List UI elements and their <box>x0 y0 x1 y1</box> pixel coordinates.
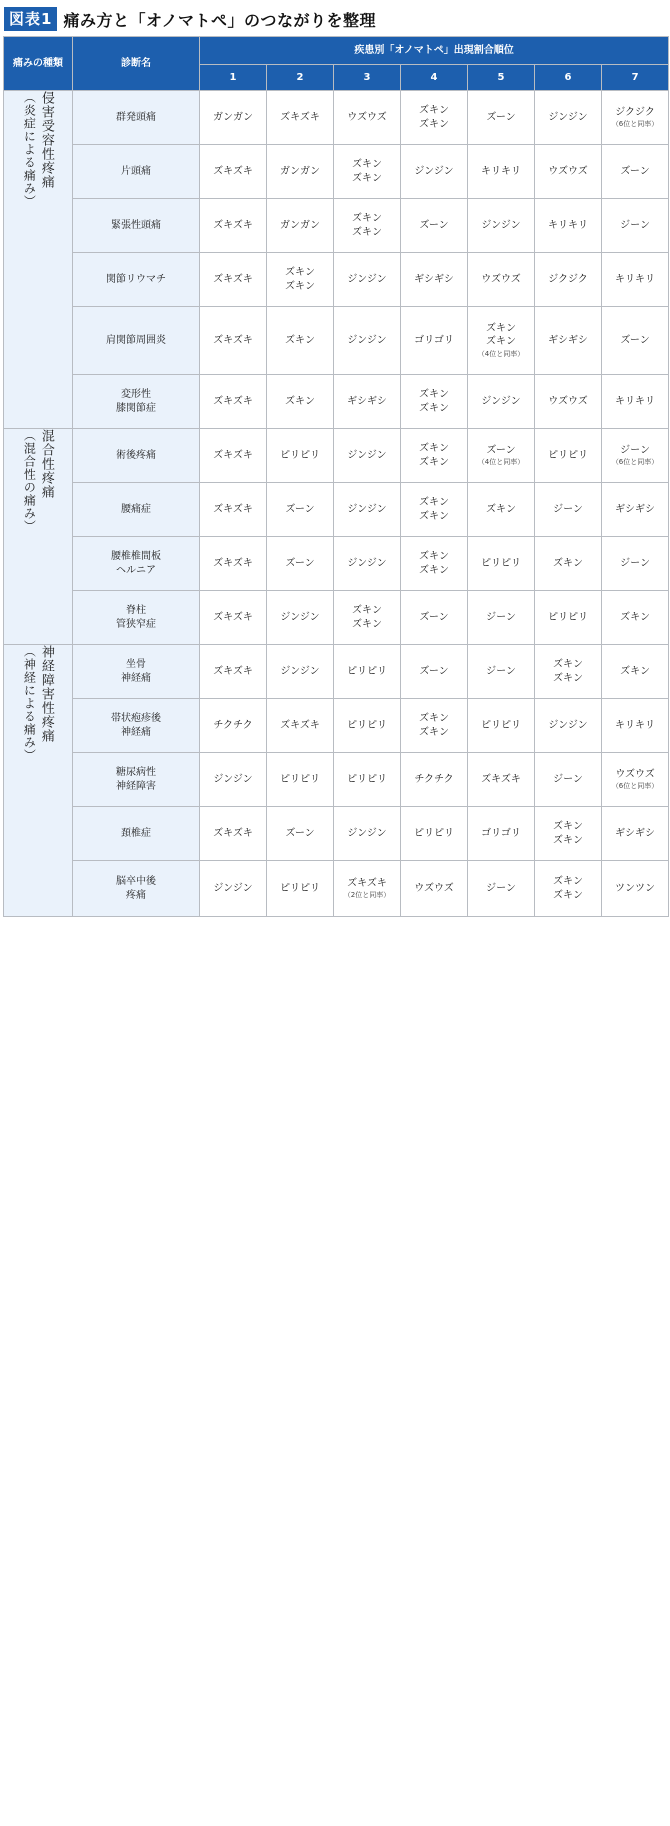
onomatopoeia-cell-rank-7 <box>602 253 669 307</box>
tie-note: （6位と同率） <box>611 120 659 129</box>
onomatopoeia-text: ゴリゴリ <box>481 827 521 839</box>
onomatopoeia-cell-rank-6 <box>535 429 602 483</box>
onomatopoeia-text: ズキズキ <box>213 611 253 623</box>
onomatopoeia-cell-rank-4 <box>401 483 468 537</box>
onomatopoeia-cell-rank-3 <box>334 253 401 307</box>
onomatopoeia-cell-rank-6 <box>535 375 602 429</box>
onomatopoeia-text: ジンジン <box>280 665 320 677</box>
onomatopoeia-text: ズーン <box>285 557 315 569</box>
onomatopoeia-cell-rank-1 <box>200 199 267 253</box>
onomatopoeia-text: ズキズキ <box>280 111 320 123</box>
onomatopoeia-text: キリキリ <box>615 273 656 285</box>
pain-type-sub: （混合性の痛み） <box>22 429 37 533</box>
pain-type-sub: （神経による痛み） <box>22 645 37 762</box>
onomatopoeia-text: ギシギシ <box>615 503 655 515</box>
onomatopoeia-cell-rank-3 <box>334 307 401 375</box>
onomatopoeia-text: ジンジン <box>548 111 588 123</box>
onomatopoeia-text: ギシギシ <box>414 273 454 285</box>
onomatopoeia-cell-rank-2 <box>267 699 334 753</box>
onomatopoeia-text: ツンツン <box>615 882 656 894</box>
onomatopoeia-text: ピリピリ <box>414 827 454 839</box>
table-row <box>4 645 669 699</box>
onomatopoeia-cell-rank-6 <box>535 645 602 699</box>
onomatopoeia-cell-rank-4 <box>401 861 468 917</box>
onomatopoeia-text: ズキズキ <box>213 219 253 231</box>
onomatopoeia-cell-rank-2 <box>267 91 334 145</box>
onomatopoeia-cell-rank-6 <box>535 753 602 807</box>
onomatopoeia-text: ギシギシ <box>347 395 387 407</box>
onomatopoeia-cell-rank-7 <box>602 307 669 375</box>
onomatopoeia-text: ピリピリ <box>280 882 320 894</box>
onomatopoeia-cell-rank-7 <box>602 591 669 645</box>
onomatopoeia-text: ズーン <box>486 444 516 456</box>
onomatopoeia-cell-rank-4 <box>401 375 468 429</box>
onomatopoeia-text: ジクジク <box>548 273 588 285</box>
onomatopoeia-cell-rank-4 <box>401 199 468 253</box>
onomatopoeia-cell-rank-1 <box>200 699 267 753</box>
onomatopoeia-cell-rank-5 <box>468 483 535 537</box>
onomatopoeia-text: ジーン <box>620 444 650 456</box>
pain-type-label <box>21 91 55 428</box>
onomatopoeia-text: ズキン <box>285 395 315 407</box>
onomatopoeia-cell-rank-1 <box>200 253 267 307</box>
onomatopoeia-cell-rank-1 <box>200 307 267 375</box>
diagnosis-cell: 脊柱 管狭窄症 <box>73 591 200 645</box>
tie-note: （6位と同率） <box>611 782 659 791</box>
onomatopoeia-text: チクチク <box>414 773 454 785</box>
onomatopoeia-text: ズキン ズキン <box>419 713 449 738</box>
onomatopoeia-cell-rank-4 <box>401 145 468 199</box>
table-row <box>4 483 669 537</box>
rank-header-3: 3 <box>334 65 401 91</box>
onomatopoeia-cell-rank-7 <box>602 807 669 861</box>
onomatopoeia-text: ジクジク <box>615 106 655 118</box>
pain-type-main: 混合性疼痛 <box>38 429 54 499</box>
onomatopoeia-cell-rank-6 <box>535 699 602 753</box>
onomatopoeia-cell-rank-5 <box>468 807 535 861</box>
onomatopoeia-cell-rank-3 <box>334 199 401 253</box>
onomatopoeia-cell-rank-5 <box>468 861 535 917</box>
rank-header-6: 6 <box>535 65 602 91</box>
table-row <box>4 145 669 199</box>
onomatopoeia-text: ジンジン <box>347 334 387 346</box>
onomatopoeia-cell-rank-1 <box>200 537 267 591</box>
diagnosis-cell: 脳卒中後 疼痛 <box>73 861 200 917</box>
onomatopoeia-cell-rank-3 <box>334 807 401 861</box>
table-row <box>4 699 669 753</box>
onomatopoeia-text: ウズウズ <box>481 273 521 285</box>
onomatopoeia-text: ズキン ズキン <box>553 821 583 846</box>
pain-type-cell <box>4 429 73 645</box>
onomatopoeia-text: ズキズキ <box>347 877 387 889</box>
onomatopoeia-cell-rank-7 <box>602 145 669 199</box>
onomatopoeia-text: ズキン ズキン <box>553 876 583 901</box>
onomatopoeia-text: ズキン ズキン <box>285 267 315 292</box>
table-row <box>4 807 669 861</box>
onomatopoeia-cell-rank-5 <box>468 307 535 375</box>
onomatopoeia-cell-rank-2 <box>267 429 334 483</box>
onomatopoeia-text: ピリピリ <box>481 719 521 731</box>
onomatopoeia-cell-rank-3 <box>334 429 401 483</box>
table-row <box>4 375 669 429</box>
onomatopoeia-text: ズキン <box>620 665 650 677</box>
onomatopoeia-text: ウズウズ <box>615 768 655 780</box>
onomatopoeia-cell-rank-3 <box>334 699 401 753</box>
onomatopoeia-cell-rank-5 <box>468 253 535 307</box>
diagnosis-cell: 関節リウマチ <box>73 253 200 307</box>
onomatopoeia-text: ズキン ズキン <box>352 159 382 184</box>
onomatopoeia-text: ピリピリ <box>280 449 320 461</box>
onomatopoeia-cell-rank-7 <box>602 375 669 429</box>
rank-header-7: 7 <box>602 65 669 91</box>
onomatopoeia-cell-rank-4 <box>401 429 468 483</box>
onomatopoeia-cell-rank-1 <box>200 645 267 699</box>
onomatopoeia-text: ジンジン <box>347 273 387 285</box>
onomatopoeia-text: ズキン ズキン <box>352 605 382 630</box>
onomatopoeia-cell-rank-3 <box>334 537 401 591</box>
onomatopoeia-cell-rank-5 <box>468 429 535 483</box>
onomatopoeia-text: ジンジン <box>347 449 387 461</box>
onomatopoeia-text: ズーン <box>285 503 315 515</box>
onomatopoeia-cell-rank-2 <box>267 753 334 807</box>
onomatopoeia-text: ズーン <box>419 611 449 623</box>
onomatopoeia-text: ジンジン <box>280 611 320 623</box>
rank-header-5: 5 <box>468 65 535 91</box>
diagnosis-cell: 片頭痛 <box>73 145 200 199</box>
onomatopoeia-cell-rank-5 <box>468 199 535 253</box>
onomatopoeia-text: ズキン ズキン <box>486 322 516 348</box>
onomatopoeia-cell-rank-2 <box>267 375 334 429</box>
tie-note: （4位と同率） <box>477 349 525 358</box>
onomatopoeia-cell-rank-5 <box>468 699 535 753</box>
onomatopoeia-cell-rank-1 <box>200 483 267 537</box>
onomatopoeia-text: ジンジン <box>347 827 387 839</box>
onomatopoeia-cell-rank-4 <box>401 307 468 375</box>
onomatopoeia-cell-rank-5 <box>468 537 535 591</box>
onomatopoeia-text: ガンガン <box>280 219 320 231</box>
tie-note: （6位と同率） <box>611 458 659 467</box>
onomatopoeia-cell-rank-6 <box>535 861 602 917</box>
onomatopoeia-text: ズキン <box>285 334 315 346</box>
onomatopoeia-text: ズキズキ <box>213 827 253 839</box>
onomatopoeia-text: キリキリ <box>615 719 656 731</box>
onomatopoeia-text: ウズウズ <box>414 882 454 894</box>
onomatopoeia-cell-rank-7 <box>602 483 669 537</box>
pain-type-cell <box>4 645 73 917</box>
onomatopoeia-cell-rank-7 <box>602 429 669 483</box>
onomatopoeia-text: ズキズキ <box>213 334 253 346</box>
onomatopoeia-cell-rank-6 <box>535 145 602 199</box>
onomatopoeia-cell-rank-5 <box>468 591 535 645</box>
onomatopoeia-cell-rank-5 <box>468 91 535 145</box>
onomatopoeia-text: ズキン ズキン <box>553 659 583 684</box>
onomatopoeia-cell-rank-3 <box>334 91 401 145</box>
table-row <box>4 91 669 145</box>
ranking-group-header: 疾患別「オノマトペ」出現割合順位 <box>200 37 669 65</box>
onomatopoeia-cell-rank-3 <box>334 861 401 917</box>
onomatopoeia-cell-rank-4 <box>401 699 468 753</box>
diagnosis-cell: 腰痛症 <box>73 483 200 537</box>
onomatopoeia-cell-rank-5 <box>468 145 535 199</box>
tie-note: （4位と同率） <box>477 458 525 467</box>
onomatopoeia-cell-rank-1 <box>200 91 267 145</box>
onomatopoeia-cell-rank-5 <box>468 753 535 807</box>
onomatopoeia-text: ズキズキ <box>213 503 253 515</box>
onomatopoeia-text: ズキン ズキン <box>352 213 382 238</box>
table-row <box>4 861 669 917</box>
onomatopoeia-text: ジンジン <box>347 557 387 569</box>
onomatopoeia-cell-rank-6 <box>535 199 602 253</box>
diagnosis-cell: 坐骨 神経痛 <box>73 645 200 699</box>
diagnosis-cell: 肩関節周囲炎 <box>73 307 200 375</box>
onomatopoeia-text: チクチク <box>213 719 253 731</box>
onomatopoeia-cell-rank-4 <box>401 591 468 645</box>
onomatopoeia-cell-rank-1 <box>200 807 267 861</box>
onomatopoeia-cell-rank-1 <box>200 861 267 917</box>
onomatopoeia-text: ウズウズ <box>347 111 387 123</box>
table-row <box>4 429 669 483</box>
onomatopoeia-cell-rank-7 <box>602 861 669 917</box>
onomatopoeia-cell-rank-3 <box>334 753 401 807</box>
onomatopoeia-cell-rank-4 <box>401 645 468 699</box>
onomatopoeia-cell-rank-4 <box>401 537 468 591</box>
table-row <box>4 591 669 645</box>
onomatopoeia-text: ウズウズ <box>548 395 588 407</box>
table-row <box>4 537 669 591</box>
onomatopoeia-cell-rank-6 <box>535 91 602 145</box>
onomatopoeia-text: ズキズキ <box>280 719 320 731</box>
onomatopoeia-text: キリキリ <box>615 395 656 407</box>
onomatopoeia-text: ピリピリ <box>548 449 588 461</box>
onomatopoeia-text: ジンジン <box>213 882 253 894</box>
diagnosis-cell: 糖尿病性 神経障害 <box>73 753 200 807</box>
diagnosis-cell: 術後疼痛 <box>73 429 200 483</box>
table-body <box>4 91 669 917</box>
figure-badge: 図表1 <box>4 7 57 31</box>
onomatopoeia-text: ジンジン <box>414 165 454 177</box>
diagnosis-cell: 緊張性頭痛 <box>73 199 200 253</box>
onomatopoeia-text: ズーン <box>486 111 516 123</box>
onomatopoeia-cell-rank-2 <box>267 199 334 253</box>
onomatopoeia-cell-rank-4 <box>401 807 468 861</box>
onomatopoeia-text: ジーン <box>553 773 583 785</box>
onomatopoeia-cell-rank-6 <box>535 483 602 537</box>
onomatopoeia-text: ズキン <box>620 611 650 623</box>
onomatopoeia-text: ギシギシ <box>548 334 588 346</box>
onomatopoeia-text: ギシギシ <box>615 827 655 839</box>
onomatopoeia-cell-rank-2 <box>267 145 334 199</box>
onomatopoeia-cell-rank-3 <box>334 375 401 429</box>
onomatopoeia-cell-rank-7 <box>602 537 669 591</box>
onomatopoeia-text: ズキズキ <box>213 395 253 407</box>
pain-type-label <box>21 429 55 644</box>
onomatopoeia-cell-rank-2 <box>267 861 334 917</box>
onomatopoeia-cell-rank-2 <box>267 591 334 645</box>
onomatopoeia-cell-rank-1 <box>200 429 267 483</box>
onomatopoeia-text: ガンガン <box>280 165 320 177</box>
onomatopoeia-text: ピリピリ <box>347 665 387 677</box>
pain-type-label <box>21 645 55 916</box>
onomatopoeia-text: ズキン <box>486 503 516 515</box>
onomatopoeia-cell-rank-4 <box>401 253 468 307</box>
onomatopoeia-text: ジンジン <box>213 773 253 785</box>
onomatopoeia-text: ジーン <box>486 665 516 677</box>
diagnosis-cell: 群発頭痛 <box>73 91 200 145</box>
onomatopoeia-cell-rank-6 <box>535 591 602 645</box>
diagnosis-cell: 頚椎症 <box>73 807 200 861</box>
table-row <box>4 307 669 375</box>
onomatopoeia-cell-rank-6 <box>535 253 602 307</box>
onomatopoeia-text: ピリピリ <box>347 719 387 731</box>
onomatopoeia-cell-rank-2 <box>267 307 334 375</box>
onomatopoeia-cell-rank-7 <box>602 699 669 753</box>
rank-header-1: 1 <box>200 65 267 91</box>
onomatopoeia-cell-rank-2 <box>267 537 334 591</box>
onomatopoeia-text: キリキリ <box>548 219 588 231</box>
onomatopoeia-cell-rank-2 <box>267 483 334 537</box>
onomatopoeia-text: ズキズキ <box>213 165 253 177</box>
diagnosis-cell: 帯状疱疹後 神経痛 <box>73 699 200 753</box>
onomatopoeia-text: ジンジン <box>347 503 387 515</box>
onomatopoeia-text: ズーン <box>419 665 449 677</box>
onomatopoeia-text: ジーン <box>553 503 583 515</box>
onomatopoeia-cell-rank-3 <box>334 591 401 645</box>
diagnosis-cell: 腰椎椎間板 ヘルニア <box>73 537 200 591</box>
onomatopoeia-text: ズキン <box>553 557 583 569</box>
pain-type-main: 侵害受容性疼痛 <box>38 91 54 189</box>
table-row <box>4 253 669 307</box>
onomatopoeia-text: ズキン ズキン <box>419 551 449 576</box>
onomatopoeia-text: ズキン ズキン <box>419 105 449 130</box>
pain-type-main: 神経障害性疼痛 <box>38 645 54 743</box>
onomatopoeia-cell-rank-7 <box>602 91 669 145</box>
onomatopoeia-text: ピリピリ <box>548 611 588 623</box>
onomatopoeia-text: ジーン <box>620 557 650 569</box>
onomatopoeia-text: ジーン <box>486 611 516 623</box>
diagnosis-column-header: 診断名 <box>73 37 200 91</box>
onomatopoeia-cell-rank-5 <box>468 375 535 429</box>
onomatopoeia-text: ピリピリ <box>347 773 387 785</box>
onomatopoeia-cell-rank-4 <box>401 753 468 807</box>
onomatopoeia-cell-rank-1 <box>200 591 267 645</box>
onomatopoeia-text: ズーン <box>285 827 315 839</box>
onomatopoeia-text: ジンジン <box>548 719 588 731</box>
onomatopoeia-text: ズキズキ <box>213 449 253 461</box>
rank-header-4: 4 <box>401 65 468 91</box>
onomatopoeia-text: ピリピリ <box>481 557 521 569</box>
table-row <box>4 199 669 253</box>
table-row <box>4 753 669 807</box>
onomatopoeia-cell-rank-6 <box>535 537 602 591</box>
onomatopoeia-cell-rank-6 <box>535 807 602 861</box>
onomatopoeia-cell-rank-3 <box>334 145 401 199</box>
onomatopoeia-text: ズーン <box>620 165 650 177</box>
onomatopoeia-cell-rank-6 <box>535 307 602 375</box>
rank-header-2: 2 <box>267 65 334 91</box>
onomatopoeia-text: ズーン <box>419 219 449 231</box>
onomatopoeia-cell-rank-4 <box>401 91 468 145</box>
onomatopoeia-table <box>3 36 669 917</box>
onomatopoeia-text: ジンジン <box>481 395 521 407</box>
onomatopoeia-cell-rank-2 <box>267 645 334 699</box>
onomatopoeia-text: ズキン ズキン <box>419 497 449 522</box>
onomatopoeia-text: ズキズキ <box>213 665 253 677</box>
onomatopoeia-cell-rank-1 <box>200 753 267 807</box>
onomatopoeia-cell-rank-1 <box>200 145 267 199</box>
onomatopoeia-text: ズキン ズキン <box>419 389 449 414</box>
onomatopoeia-cell-rank-7 <box>602 753 669 807</box>
onomatopoeia-cell-rank-7 <box>602 645 669 699</box>
onomatopoeia-cell-rank-2 <box>267 253 334 307</box>
onomatopoeia-cell-rank-7 <box>602 199 669 253</box>
onomatopoeia-text: ズーン <box>620 334 650 346</box>
onomatopoeia-text: ジーン <box>620 219 650 231</box>
onomatopoeia-cell-rank-5 <box>468 645 535 699</box>
onomatopoeia-cell-rank-3 <box>334 483 401 537</box>
onomatopoeia-text: ジーン <box>486 882 516 894</box>
figure-title-bar <box>4 6 376 32</box>
onomatopoeia-text: ピリピリ <box>280 773 320 785</box>
onomatopoeia-text: ウズウズ <box>548 165 588 177</box>
onomatopoeia-cell-rank-3 <box>334 645 401 699</box>
onomatopoeia-text: キリキリ <box>481 165 521 177</box>
onomatopoeia-text: ズキズキ <box>481 773 521 785</box>
figure-title: 痛み方と「オノマトペ」のつながりを整理 <box>63 10 376 30</box>
onomatopoeia-text: ズキズキ <box>213 273 253 285</box>
onomatopoeia-cell-rank-2 <box>267 807 334 861</box>
onomatopoeia-cell-rank-1 <box>200 375 267 429</box>
pain-type-cell <box>4 91 73 429</box>
pain-type-sub: （炎症による痛み） <box>22 91 37 208</box>
tie-note: （2位と同率） <box>343 891 391 900</box>
onomatopoeia-text: ズキン ズキン <box>419 443 449 468</box>
onomatopoeia-text: ジンジン <box>481 219 521 231</box>
onomatopoeia-text: ガンガン <box>213 111 253 123</box>
onomatopoeia-text: ズキズキ <box>213 557 253 569</box>
onomatopoeia-text: ゴリゴリ <box>414 334 454 346</box>
diagnosis-cell: 変形性 膝関節症 <box>73 375 200 429</box>
type-column-header: 痛みの種類 <box>4 37 73 91</box>
